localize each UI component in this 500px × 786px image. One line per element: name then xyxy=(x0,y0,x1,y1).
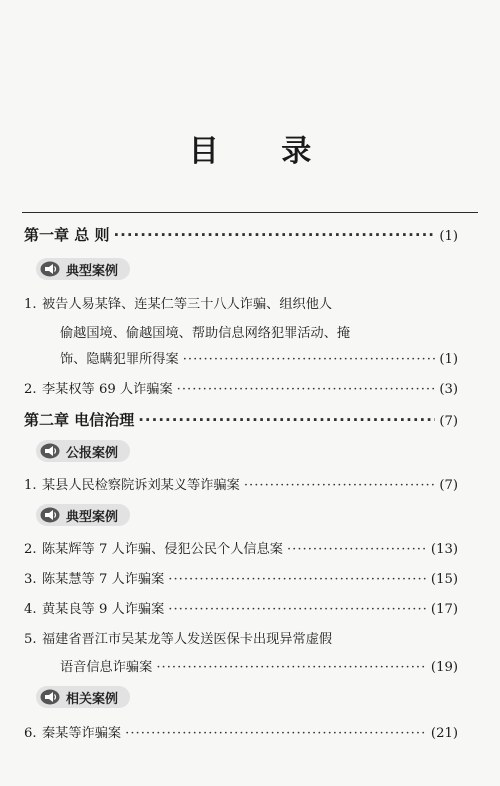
badge-label: 相关案例 xyxy=(66,691,119,707)
badge-label: 典型案例 xyxy=(66,263,119,279)
leader-dots xyxy=(244,478,436,493)
page-title: 目 录 xyxy=(188,134,338,169)
badge-typical-cases xyxy=(36,258,130,280)
entry-title-continued: 语音信息诈骗案 xyxy=(60,660,153,675)
entry-title: 秦某等诈骗案 xyxy=(42,726,122,741)
toc-entry[interactable] xyxy=(24,293,458,312)
badge-label: 典型案例 xyxy=(66,509,119,525)
toc-entry[interactable] xyxy=(24,538,458,557)
toc-entry[interactable] xyxy=(24,474,458,493)
page-number: (1) xyxy=(439,352,458,367)
entry-number: 5. xyxy=(24,632,37,647)
entry-title: 李某权等 69 人诈骗案 xyxy=(42,382,173,397)
leader-dots xyxy=(168,572,427,587)
toc-entry[interactable] xyxy=(24,598,458,617)
chapter-2-row[interactable] xyxy=(24,409,458,430)
entry-number: 3. xyxy=(24,572,37,587)
entry-title-continued: 偷越国境、偷越国境、帮助信息网络犯罪活动、掩 xyxy=(60,326,351,341)
entry-title: 被告人易某锋、连某仁等三十八人诈骗、组织他人 xyxy=(42,297,333,312)
page-number: (17) xyxy=(430,602,458,617)
toc-entry[interactable] xyxy=(24,568,458,587)
page-number: (1) xyxy=(439,229,458,244)
badge-typical-cases xyxy=(36,504,130,526)
page-number: (7) xyxy=(439,414,458,429)
entry-title: 福建省晋江市吴某龙等人发送医保卡出现异常虚假 xyxy=(42,632,333,647)
leader-dots xyxy=(156,660,427,675)
leader-dots xyxy=(183,352,436,367)
megaphone-icon xyxy=(40,443,60,459)
leader-dots xyxy=(287,542,427,557)
leader-dots xyxy=(177,382,436,397)
toc-entry-last-line[interactable] xyxy=(60,348,458,367)
toc-entry-last-line[interactable] xyxy=(60,656,458,675)
entry-title-continued: 饰、隐瞒犯罪所得案 xyxy=(60,352,179,367)
page-number: (7) xyxy=(439,478,458,493)
entry-number: 6. xyxy=(24,726,37,741)
chapter-title: 第二章 电信治理 xyxy=(24,411,135,429)
page-number: (21) xyxy=(430,726,458,741)
entry-number: 1. xyxy=(24,297,37,312)
page-number: (3) xyxy=(439,382,458,397)
toc-entry[interactable] xyxy=(24,628,458,647)
leader-dots xyxy=(125,726,427,741)
toc-entry[interactable] xyxy=(24,722,458,741)
megaphone-icon xyxy=(40,689,60,705)
leader-dots xyxy=(168,602,427,617)
chapter-title: 第一章 总 则 xyxy=(24,226,110,244)
badge-label: 公报案例 xyxy=(66,445,119,461)
entry-number: 2. xyxy=(24,382,37,397)
divider-rule xyxy=(22,212,478,213)
entry-title: 陈某辉等 7 人诈骗、侵犯公民个人信息案 xyxy=(42,542,283,557)
entry-title: 陈某慧等 7 人诈骗案 xyxy=(42,572,165,587)
entry-title: 某县人民检察院诉刘某义等诈骗案 xyxy=(42,478,240,493)
chapter-1-row[interactable] xyxy=(24,224,458,245)
badge-related-cases xyxy=(36,686,130,708)
megaphone-icon xyxy=(40,261,60,277)
badge-gazette-cases xyxy=(36,440,130,462)
entry-number: 4. xyxy=(24,602,37,617)
megaphone-icon xyxy=(40,507,60,523)
leader-dots xyxy=(113,226,435,244)
page-number: (15) xyxy=(430,572,458,587)
page-number: (13) xyxy=(430,542,458,557)
toc-entry[interactable] xyxy=(24,378,458,397)
page-number: (19) xyxy=(430,660,458,675)
entry-number: 2. xyxy=(24,542,37,557)
leader-dots xyxy=(138,411,435,429)
entry-title: 黄某良等 9 人诈骗案 xyxy=(42,602,165,617)
entry-number: 1. xyxy=(24,478,37,493)
